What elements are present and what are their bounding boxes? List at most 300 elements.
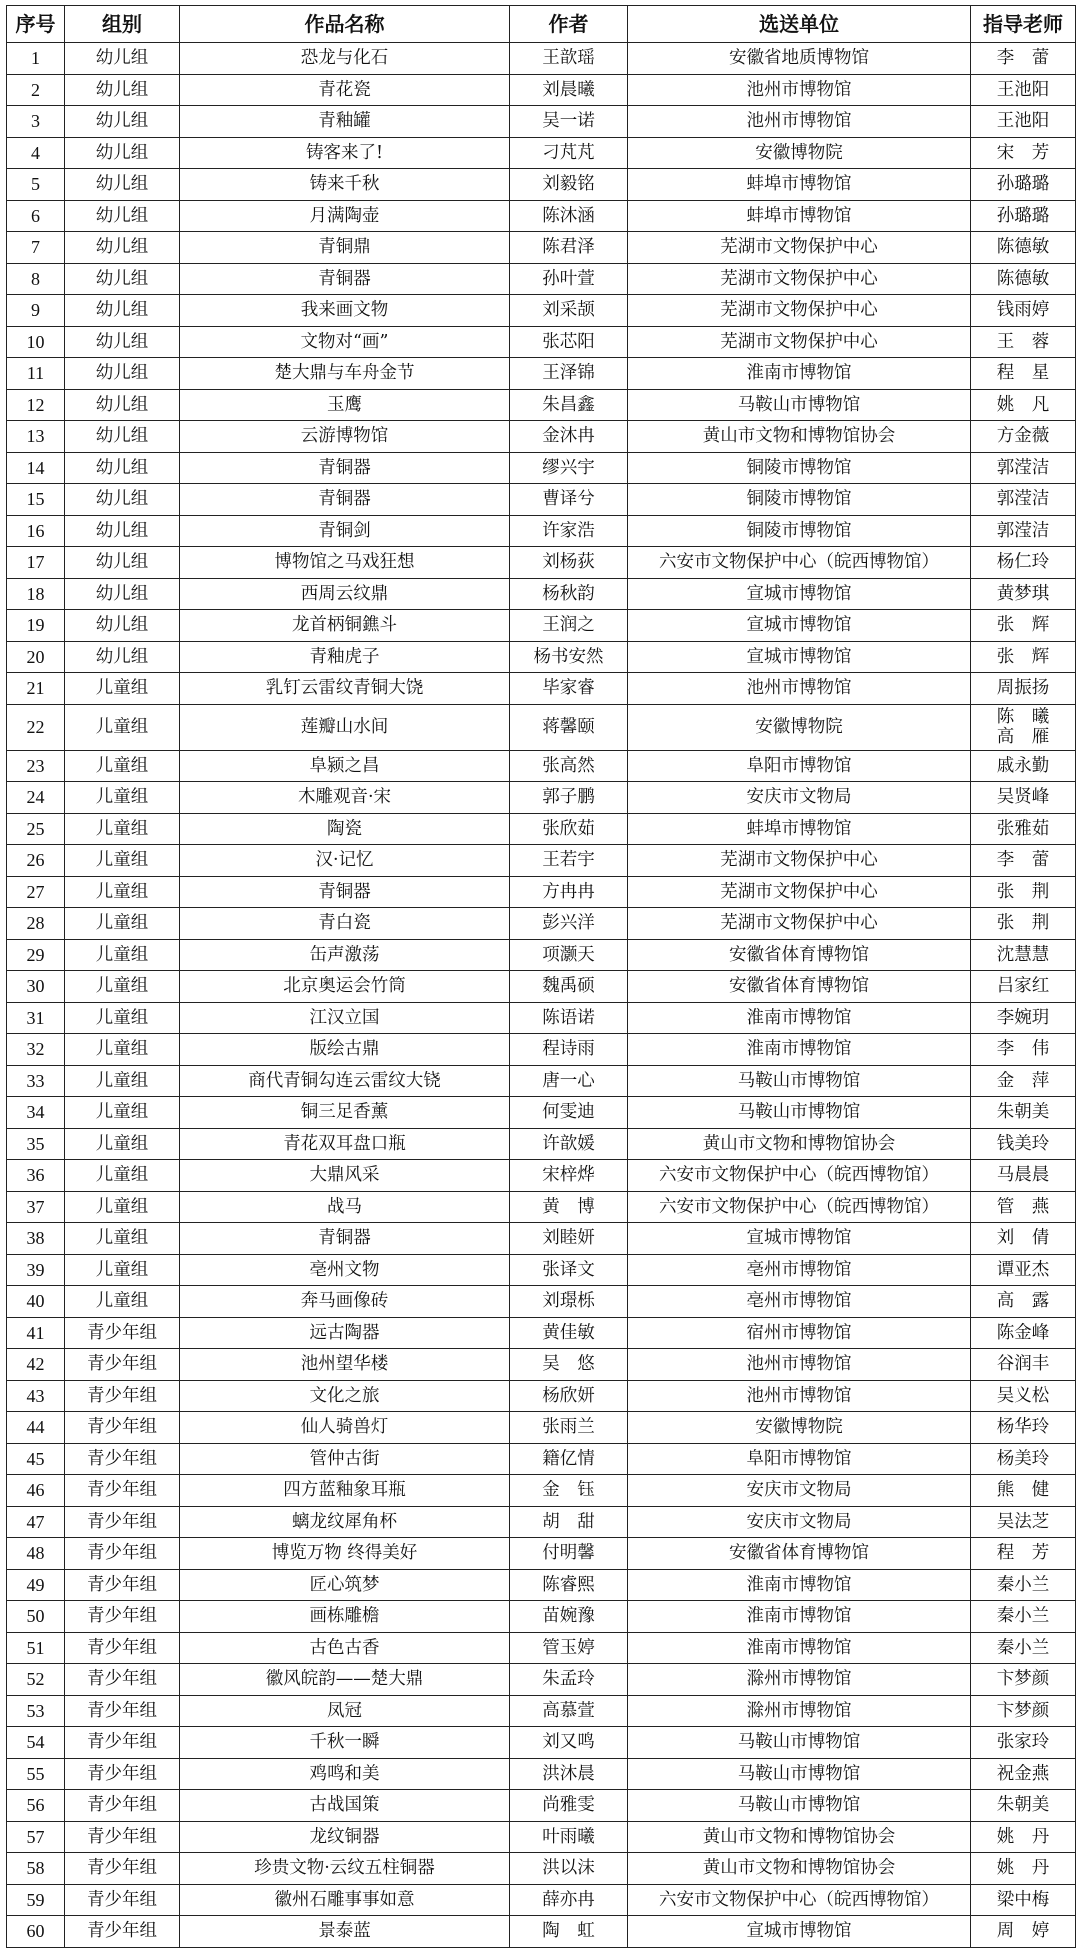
cell-index: 6 (7, 200, 65, 232)
cell-title: 云游博物馆 (180, 421, 510, 453)
table-row (7, 1916, 1076, 1948)
cell-group: 儿童组 (65, 1223, 180, 1255)
table-row (7, 326, 1076, 358)
cell-teacher: 黄梦琪 (971, 578, 1076, 610)
cell-author: 彭兴洋 (510, 908, 628, 940)
header-unit: 选送单位 (628, 6, 971, 43)
cell-group: 青少年组 (65, 1317, 180, 1349)
cell-group: 儿童组 (65, 1097, 180, 1129)
cell-index: 58 (7, 1853, 65, 1885)
table-row (7, 1065, 1076, 1097)
table-row (7, 1128, 1076, 1160)
cell-teacher: 祝金燕 (971, 1758, 1076, 1790)
cell-unit: 宣城市博物馆 (628, 641, 971, 673)
cell-group: 儿童组 (65, 1034, 180, 1066)
table-row (7, 137, 1076, 169)
cell-teacher: 吴贤峰 (971, 782, 1076, 814)
cell-author: 刁芃芃 (510, 137, 628, 169)
cell-author: 刘璟栎 (510, 1286, 628, 1318)
cell-author: 金沐冉 (510, 421, 628, 453)
cell-author: 刘毅铭 (510, 169, 628, 201)
cell-unit: 铜陵市博物馆 (628, 515, 971, 547)
cell-author: 刘晨曦 (510, 74, 628, 106)
cell-teacher: 秦小兰 (971, 1632, 1076, 1664)
cell-author: 毕家睿 (510, 673, 628, 705)
cell-teacher: 戚永勤 (971, 750, 1076, 782)
cell-teacher: 张家玲 (971, 1727, 1076, 1759)
cell-author: 黄佳敏 (510, 1317, 628, 1349)
cell-author: 张欣茹 (510, 813, 628, 845)
cell-author: 蒋馨颐 (510, 704, 628, 750)
cell-unit: 六安市文物保护中心（皖西博物馆） (628, 1884, 971, 1916)
cell-teacher: 姚 丹 (971, 1821, 1076, 1853)
cell-author: 王泽锦 (510, 358, 628, 390)
cell-teacher: 陈德敏 (971, 263, 1076, 295)
cell-title: 北京奥运会竹筒 (180, 971, 510, 1003)
cell-unit: 黄山市文物和博物馆协会 (628, 421, 971, 453)
table-row (7, 1254, 1076, 1286)
cell-group: 儿童组 (65, 971, 180, 1003)
cell-group: 儿童组 (65, 845, 180, 877)
table-row (7, 452, 1076, 484)
cell-author: 张译文 (510, 1254, 628, 1286)
cell-unit: 淮南市博物馆 (628, 1632, 971, 1664)
cell-title: 螭龙纹犀角杯 (180, 1506, 510, 1538)
cell-teacher: 钱雨婷 (971, 295, 1076, 327)
table-row (7, 484, 1076, 516)
cell-title: 铸客来了! (180, 137, 510, 169)
table-row (7, 704, 1076, 750)
cell-index: 15 (7, 484, 65, 516)
table-row (7, 295, 1076, 327)
cell-teacher: 李 蕾 (971, 43, 1076, 75)
cell-teacher: 王 蓉 (971, 326, 1076, 358)
cell-group: 青少年组 (65, 1506, 180, 1538)
cell-index: 25 (7, 813, 65, 845)
cell-unit: 蚌埠市博物馆 (628, 169, 971, 201)
table-row (7, 1569, 1076, 1601)
cell-author: 缪兴宇 (510, 452, 628, 484)
cell-author: 陈君泽 (510, 232, 628, 264)
cell-teacher: 吴义松 (971, 1380, 1076, 1412)
cell-author: 曹译兮 (510, 484, 628, 516)
table-row (7, 1632, 1076, 1664)
table-row (7, 1097, 1076, 1129)
cell-index: 30 (7, 971, 65, 1003)
table-row (7, 1034, 1076, 1066)
table-row (7, 232, 1076, 264)
cell-teacher: 卞梦颜 (971, 1695, 1076, 1727)
cell-title: 月满陶壶 (180, 200, 510, 232)
table-row (7, 1475, 1076, 1507)
table-row (7, 1884, 1076, 1916)
cell-title: 珍贵文物·云纹五柱铜器 (180, 1853, 510, 1885)
cell-unit: 六安市文物保护中心（皖西博物馆） (628, 547, 971, 579)
cell-group: 幼儿组 (65, 200, 180, 232)
cell-title: 铸来千秋 (180, 169, 510, 201)
cell-index: 14 (7, 452, 65, 484)
table-row (7, 782, 1076, 814)
cell-teacher: 孙璐璐 (971, 169, 1076, 201)
cell-group: 幼儿组 (65, 43, 180, 75)
cell-title: 龙首柄铜鐎斗 (180, 610, 510, 642)
cell-unit: 马鞍山市博物馆 (628, 1727, 971, 1759)
cell-author: 黄 博 (510, 1191, 628, 1223)
cell-index: 47 (7, 1506, 65, 1538)
cell-unit: 马鞍山市博物馆 (628, 1097, 971, 1129)
cell-title: 徽风皖韵——楚大鼎 (180, 1664, 510, 1696)
cell-index: 20 (7, 641, 65, 673)
cell-author: 许家浩 (510, 515, 628, 547)
cell-teacher: 杨美玲 (971, 1443, 1076, 1475)
cell-unit: 蚌埠市博物馆 (628, 813, 971, 845)
cell-index: 60 (7, 1916, 65, 1948)
cell-title: 景泰蓝 (180, 1916, 510, 1948)
table-row (7, 1758, 1076, 1790)
table-body (7, 43, 1076, 1948)
cell-unit: 芜湖市文物保护中心 (628, 295, 971, 327)
cell-unit: 黄山市文物和博物馆协会 (628, 1821, 971, 1853)
cell-title: 奔马画像砖 (180, 1286, 510, 1318)
cell-group: 幼儿组 (65, 137, 180, 169)
cell-author: 薛亦冉 (510, 1884, 628, 1916)
header-row (7, 6, 1076, 43)
cell-teacher: 郭滢洁 (971, 452, 1076, 484)
cell-author: 洪沐晨 (510, 1758, 628, 1790)
cell-group: 儿童组 (65, 1128, 180, 1160)
cell-group: 儿童组 (65, 1160, 180, 1192)
cell-unit: 芜湖市文物保护中心 (628, 876, 971, 908)
cell-group: 幼儿组 (65, 515, 180, 547)
cell-author: 陈语诺 (510, 1002, 628, 1034)
cell-group: 幼儿组 (65, 263, 180, 295)
cell-title: 我来画文物 (180, 295, 510, 327)
cell-title: 博物馆之马戏狂想 (180, 547, 510, 579)
cell-index: 37 (7, 1191, 65, 1223)
table-row (7, 515, 1076, 547)
table-row (7, 74, 1076, 106)
cell-teacher: 李婉玥 (971, 1002, 1076, 1034)
cell-index: 31 (7, 1002, 65, 1034)
cell-teacher: 朱朝美 (971, 1790, 1076, 1822)
cell-group: 青少年组 (65, 1443, 180, 1475)
cell-title: 西周云纹鼎 (180, 578, 510, 610)
header-title: 作品名称 (180, 6, 510, 43)
cell-title: 龙纹铜器 (180, 1821, 510, 1853)
cell-title: 木雕观音·宋 (180, 782, 510, 814)
cell-title: 青铜剑 (180, 515, 510, 547)
cell-unit: 芜湖市文物保护中心 (628, 908, 971, 940)
cell-teacher: 王池阳 (971, 74, 1076, 106)
cell-title: 青铜器 (180, 263, 510, 295)
cell-author: 洪以沫 (510, 1853, 628, 1885)
cell-unit: 淮南市博物馆 (628, 1002, 971, 1034)
cell-author: 管玉婷 (510, 1632, 628, 1664)
cell-teacher: 姚 凡 (971, 389, 1076, 421)
cell-teacher: 陈德敏 (971, 232, 1076, 264)
cell-index: 17 (7, 547, 65, 579)
table-row (7, 1695, 1076, 1727)
cell-unit: 池州市博物馆 (628, 1380, 971, 1412)
cell-author: 方冉冉 (510, 876, 628, 908)
cell-group: 儿童组 (65, 1254, 180, 1286)
cell-teacher: 周振扬 (971, 673, 1076, 705)
cell-title: 缶声激荡 (180, 939, 510, 971)
cell-index: 13 (7, 421, 65, 453)
cell-teacher: 刘 倩 (971, 1223, 1076, 1255)
table-row (7, 939, 1076, 971)
cell-unit: 马鞍山市博物馆 (628, 1790, 971, 1822)
cell-index: 43 (7, 1380, 65, 1412)
cell-group: 青少年组 (65, 1412, 180, 1444)
cell-author: 刘睦妍 (510, 1223, 628, 1255)
cell-index: 16 (7, 515, 65, 547)
cell-title: 远古陶器 (180, 1317, 510, 1349)
cell-unit: 滁州市博物馆 (628, 1664, 971, 1696)
cell-teacher: 金 萍 (971, 1065, 1076, 1097)
cell-group: 幼儿组 (65, 421, 180, 453)
cell-index: 48 (7, 1538, 65, 1570)
cell-group: 幼儿组 (65, 641, 180, 673)
cell-title: 大鼎风采 (180, 1160, 510, 1192)
cell-title: 铜三足香薰 (180, 1097, 510, 1129)
cell-unit: 芜湖市文物保护中心 (628, 326, 971, 358)
cell-author: 宋梓烨 (510, 1160, 628, 1192)
cell-teacher: 秦小兰 (971, 1569, 1076, 1601)
cell-index: 24 (7, 782, 65, 814)
cell-unit: 蚌埠市博物馆 (628, 200, 971, 232)
table-row (7, 876, 1076, 908)
cell-title: 陶瓷 (180, 813, 510, 845)
cell-teacher: 周 婷 (971, 1916, 1076, 1948)
cell-group: 幼儿组 (65, 452, 180, 484)
cell-group: 幼儿组 (65, 547, 180, 579)
cell-index: 12 (7, 389, 65, 421)
cell-group: 儿童组 (65, 782, 180, 814)
cell-index: 28 (7, 908, 65, 940)
cell-index: 7 (7, 232, 65, 264)
cell-teacher: 杨华玲 (971, 1412, 1076, 1444)
cell-group: 青少年组 (65, 1916, 180, 1948)
cell-index: 2 (7, 74, 65, 106)
cell-teacher: 程 星 (971, 358, 1076, 390)
cell-group: 青少年组 (65, 1664, 180, 1696)
table-row (7, 1853, 1076, 1885)
cell-title: 汉·记忆 (180, 845, 510, 877)
cell-teacher: 朱朝美 (971, 1097, 1076, 1129)
cell-author: 朱孟玲 (510, 1664, 628, 1696)
cell-unit: 铜陵市博物馆 (628, 452, 971, 484)
cell-index: 53 (7, 1695, 65, 1727)
cell-title: 四方蓝釉象耳瓶 (180, 1475, 510, 1507)
cell-title: 莲瓣山水间 (180, 704, 510, 750)
cell-index: 52 (7, 1664, 65, 1696)
cell-title: 管仲古街 (180, 1443, 510, 1475)
cell-teacher: 郭滢洁 (971, 484, 1076, 516)
cell-author: 朱昌鑫 (510, 389, 628, 421)
header-group: 组别 (65, 6, 180, 43)
cell-index: 32 (7, 1034, 65, 1066)
cell-index: 29 (7, 939, 65, 971)
cell-index: 50 (7, 1601, 65, 1633)
table-row (7, 43, 1076, 75)
table-row (7, 1664, 1076, 1696)
cell-group: 幼儿组 (65, 610, 180, 642)
cell-index: 11 (7, 358, 65, 390)
cell-author: 许歆媛 (510, 1128, 628, 1160)
cell-teacher: 梁中梅 (971, 1884, 1076, 1916)
cell-teacher: 张 辉 (971, 641, 1076, 673)
cell-title: 商代青铜勾连云雷纹大铙 (180, 1065, 510, 1097)
table-row (7, 1821, 1076, 1853)
header-index: 序号 (7, 6, 65, 43)
header-author: 作者 (510, 6, 628, 43)
cell-group: 幼儿组 (65, 358, 180, 390)
cell-author: 项灏天 (510, 939, 628, 971)
cell-title: 乳钉云雷纹青铜大饶 (180, 673, 510, 705)
cell-index: 59 (7, 1884, 65, 1916)
cell-teacher: 沈慧慧 (971, 939, 1076, 971)
table-row (7, 547, 1076, 579)
cell-author: 刘采颉 (510, 295, 628, 327)
table-row (7, 813, 1076, 845)
cell-title: 阜颍之昌 (180, 750, 510, 782)
cell-index: 56 (7, 1790, 65, 1822)
cell-group: 儿童组 (65, 673, 180, 705)
cell-group: 儿童组 (65, 876, 180, 908)
cell-index: 26 (7, 845, 65, 877)
cell-unit: 六安市文物保护中心（皖西博物馆） (628, 1191, 971, 1223)
cell-title: 江汉立国 (180, 1002, 510, 1034)
cell-teacher: 方金薇 (971, 421, 1076, 453)
cell-unit: 淮南市博物馆 (628, 1601, 971, 1633)
cell-index: 57 (7, 1821, 65, 1853)
cell-teacher: 陈 曦 高 雁 (971, 704, 1076, 750)
cell-index: 54 (7, 1727, 65, 1759)
cell-title: 仙人骑兽灯 (180, 1412, 510, 1444)
cell-group: 青少年组 (65, 1632, 180, 1664)
cell-author: 张芯阳 (510, 326, 628, 358)
cell-index: 46 (7, 1475, 65, 1507)
cell-unit: 宣城市博物馆 (628, 1223, 971, 1255)
cell-unit: 亳州市博物馆 (628, 1254, 971, 1286)
cell-group: 青少年组 (65, 1790, 180, 1822)
cell-title: 玉鹰 (180, 389, 510, 421)
cell-author: 尚雅雯 (510, 1790, 628, 1822)
cell-teacher: 马晨晨 (971, 1160, 1076, 1192)
cell-title: 青铜器 (180, 484, 510, 516)
cell-unit: 安徽博物院 (628, 1412, 971, 1444)
cell-teacher: 熊 健 (971, 1475, 1076, 1507)
cell-index: 34 (7, 1097, 65, 1129)
cell-index: 44 (7, 1412, 65, 1444)
cell-index: 1 (7, 43, 65, 75)
cell-group: 幼儿组 (65, 295, 180, 327)
table-row (7, 641, 1076, 673)
cell-index: 51 (7, 1632, 65, 1664)
cell-unit: 芜湖市文物保护中心 (628, 845, 971, 877)
cell-index: 41 (7, 1317, 65, 1349)
cell-group: 青少年组 (65, 1884, 180, 1916)
cell-author: 吴 悠 (510, 1349, 628, 1381)
cell-title: 恐龙与化石 (180, 43, 510, 75)
cell-unit: 安徽省体育博物馆 (628, 971, 971, 1003)
table-row (7, 421, 1076, 453)
cell-group: 青少年组 (65, 1727, 180, 1759)
table-row (7, 1160, 1076, 1192)
cell-unit: 宣城市博物馆 (628, 1916, 971, 1948)
cell-teacher: 卞梦颜 (971, 1664, 1076, 1696)
cell-title: 博览万物 终得美好 (180, 1538, 510, 1570)
cell-teacher: 管 燕 (971, 1191, 1076, 1223)
cell-title: 青釉虎子 (180, 641, 510, 673)
cell-group: 儿童组 (65, 1065, 180, 1097)
cell-title: 池州望华楼 (180, 1349, 510, 1381)
cell-teacher: 程 芳 (971, 1538, 1076, 1570)
table-row (7, 1412, 1076, 1444)
cell-group: 青少年组 (65, 1475, 180, 1507)
cell-title: 青花瓷 (180, 74, 510, 106)
cell-teacher: 张 荆 (971, 876, 1076, 908)
cell-author: 杨秋韵 (510, 578, 628, 610)
cell-author: 陈睿熙 (510, 1569, 628, 1601)
cell-author: 王歆瑶 (510, 43, 628, 75)
cell-unit: 黄山市文物和博物馆协会 (628, 1128, 971, 1160)
cell-group: 青少年组 (65, 1853, 180, 1885)
table-row (7, 908, 1076, 940)
cell-unit: 淮南市博物馆 (628, 358, 971, 390)
cell-unit: 亳州市博物馆 (628, 1286, 971, 1318)
cell-group: 幼儿组 (65, 484, 180, 516)
cell-teacher: 宋 芳 (971, 137, 1076, 169)
cell-group: 青少年组 (65, 1821, 180, 1853)
cell-author: 付明馨 (510, 1538, 628, 1570)
cell-unit: 阜阳市博物馆 (628, 750, 971, 782)
table-row (7, 200, 1076, 232)
cell-index: 36 (7, 1160, 65, 1192)
cell-unit: 淮南市博物馆 (628, 1569, 971, 1601)
cell-group: 青少年组 (65, 1380, 180, 1412)
cell-teacher: 姚 丹 (971, 1853, 1076, 1885)
cell-author: 籍亿情 (510, 1443, 628, 1475)
cell-author: 刘杨荻 (510, 547, 628, 579)
cell-unit: 安徽省体育博物馆 (628, 939, 971, 971)
cell-title: 版绘古鼎 (180, 1034, 510, 1066)
cell-index: 8 (7, 263, 65, 295)
cell-author: 王若宇 (510, 845, 628, 877)
cell-index: 23 (7, 750, 65, 782)
award-list-table (6, 5, 1076, 1948)
cell-unit: 滁州市博物馆 (628, 1695, 971, 1727)
cell-index: 9 (7, 295, 65, 327)
table-row (7, 1790, 1076, 1822)
cell-group: 儿童组 (65, 908, 180, 940)
cell-title: 青铜器 (180, 452, 510, 484)
cell-title: 鸡鸣和美 (180, 1758, 510, 1790)
cell-index: 21 (7, 673, 65, 705)
cell-title: 文物对“画” (180, 326, 510, 358)
cell-teacher: 李 伟 (971, 1034, 1076, 1066)
cell-index: 38 (7, 1223, 65, 1255)
cell-author: 张雨兰 (510, 1412, 628, 1444)
cell-unit: 宣城市博物馆 (628, 610, 971, 642)
cell-teacher: 秦小兰 (971, 1601, 1076, 1633)
cell-index: 33 (7, 1065, 65, 1097)
cell-unit: 马鞍山市博物馆 (628, 1758, 971, 1790)
cell-title: 凤冠 (180, 1695, 510, 1727)
cell-unit: 六安市文物保护中心（皖西博物馆） (628, 1160, 971, 1192)
cell-group: 幼儿组 (65, 232, 180, 264)
